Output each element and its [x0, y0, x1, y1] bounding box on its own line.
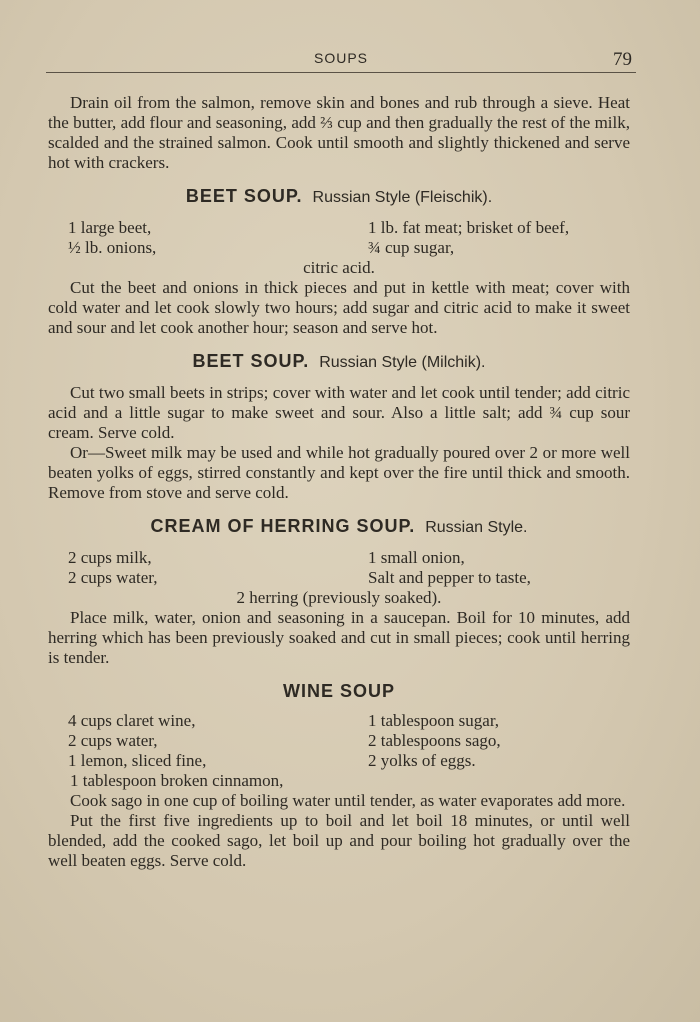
ingredient-list [48, 711, 630, 771]
recipe-title: BEET SOUP. [185, 186, 303, 206]
page-number: 79 [613, 49, 632, 70]
recipe-paragraph: Put the first five ingredients up to boil and let boil 18 minutes, or until well blended, add the cooked sago, let boil up and pour boiling hot gradually over the well beaten eggs. Serve cold. [48, 811, 630, 870]
page-body [48, 93, 630, 871]
recipe-title: BEET SOUP. [192, 351, 310, 371]
ingredient: 1 tablespoon sugar, [368, 711, 500, 730]
recipe-title: CREAM OF HERRING SOUP. [150, 516, 416, 536]
ingredient: 1 small onion, [368, 548, 465, 567]
header-rule [46, 72, 636, 73]
ingredient: Salt and pepper to taste, [368, 568, 531, 587]
recipe-paragraph: Cook sago in one cup of boiling water until tender, as water evaporates add more. [70, 791, 626, 810]
ingredient: 4 cups claret wine, [68, 711, 196, 730]
recipe-style: Russian Style (Milchik). [319, 354, 486, 371]
recipe-heading [48, 680, 630, 702]
ingredient-list [48, 218, 630, 258]
intro-paragraph: Drain oil from the salmon, remove skin and bones and rub through a sieve. Heat the butter, add flour and seasoning, add ⅔ cup and then gradually the rest of the milk, scalded and the strained salmon. Cook until smooth and slightly thickened and serve hot with crackers. [48, 93, 630, 172]
ingredient-list [48, 548, 630, 588]
ingredient: 1 tablespoon broken cinnamon, [70, 771, 284, 790]
recipe-heading [48, 185, 630, 209]
ingredient: 2 cups milk, [68, 548, 152, 567]
recipe-style: Russian Style. [425, 519, 528, 536]
recipe-paragraph: Place milk, water, onion and seasoning in a saucepan. Boil for 10 minutes, add herring which has been previously soaked and cut in small pieces; cook until herring is tender. [48, 608, 630, 667]
recipe-paragraph: Cut the beet and onions in thick pieces and put in kettle with meat; cover with cold water and let cook slowly two hours; add sugar and citric acid to make it sweet and sour and let cook another hour; season and serve hot. [48, 278, 630, 337]
recipe-paragraph: Or—Sweet milk may be used and while hot gradually poured over 2 or more well beaten yolks of eggs, stirred constantly and kept over the fire until thick and smooth. Remove from stove and serve cold. [48, 443, 630, 502]
ingredient: citric acid. [303, 258, 375, 277]
recipe-heading [48, 515, 630, 539]
ingredient: 1 large beet, [68, 218, 152, 237]
recipe-heading [48, 350, 630, 374]
ingredient: 2 cups water, [68, 731, 158, 750]
page-header [46, 48, 636, 76]
ingredient: 1 lemon, sliced fine, [68, 751, 207, 770]
ingredient: 2 herring (previously soaked). [236, 588, 442, 607]
ingredient: 2 yolks of eggs. [368, 751, 476, 770]
ingredient: ¾ cup sugar, [368, 238, 455, 257]
recipe-style: Russian Style (Fleischik). [312, 189, 493, 206]
ingredient: 1 lb. fat meat; brisket of beef, [368, 218, 570, 237]
recipe-title: WINE SOUP [282, 681, 395, 701]
running-head: SOUPS [313, 50, 368, 66]
ingredient: 2 tablespoons sago, [368, 731, 501, 750]
ingredient: ½ lb. onions, [68, 238, 157, 257]
recipe-paragraph: Cut two small beets in strips; cover with water and let cook until tender; add citric acid and a little sugar to make sweet and sour. Also a little salt; add ¾ cup sour cream. Serve cold. [48, 383, 630, 442]
ingredient: 2 cups water, [68, 568, 158, 587]
